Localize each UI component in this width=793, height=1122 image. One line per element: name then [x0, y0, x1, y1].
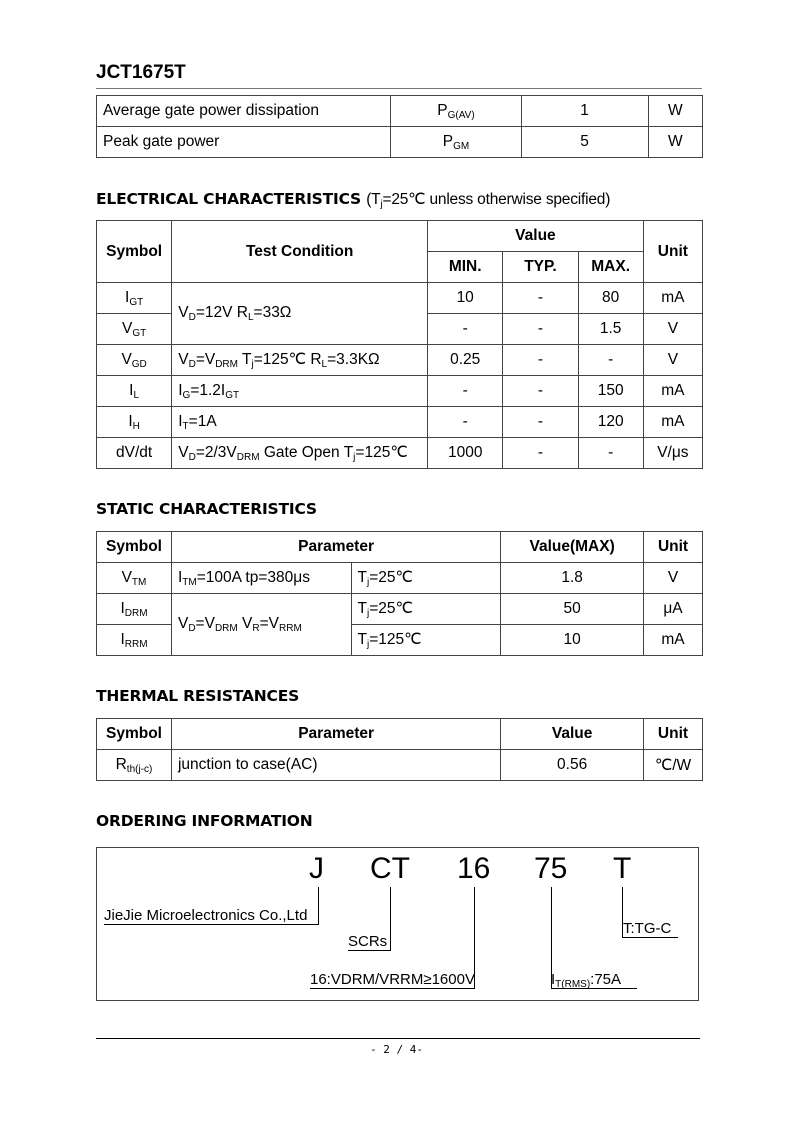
code-75: 75	[534, 852, 568, 885]
max-cell: 80	[578, 283, 643, 314]
electrical-table	[96, 220, 703, 469]
value-cell: 50	[501, 594, 644, 625]
unit-cell: W	[648, 96, 702, 127]
thermal-table	[96, 718, 703, 781]
header-typ: TYP.	[503, 252, 578, 283]
connector-line	[390, 887, 391, 951]
tj-cell: $T_j=25℃$	[351, 563, 501, 594]
header-test-condition: Test Condition	[172, 221, 428, 283]
condition-cell: $I_G=1.2I_{GT}$	[172, 376, 428, 407]
page-number: - 2 / 4-	[370, 1043, 423, 1056]
typ-cell: -	[503, 345, 578, 376]
header-symbol: Symbol	[97, 532, 172, 563]
symbol-cell: $I_H$	[97, 407, 172, 438]
condition-cell: $V_D=2/3V_{DRM}$ Gate Open $T_j=125℃$	[172, 438, 428, 469]
header-symbol: Symbol	[97, 221, 172, 283]
header-parameter: Parameter	[171, 532, 500, 563]
underline	[551, 988, 637, 989]
underline	[104, 924, 318, 925]
symbol-cell: $V_{GD}$	[97, 345, 172, 376]
symbol-cell: $R_{th(j-c)}$	[97, 750, 172, 781]
value-cell: 1	[521, 96, 648, 127]
underline	[310, 988, 474, 989]
symbol-cell: $I_L$	[97, 376, 172, 407]
label-package: T:TG-C	[623, 920, 672, 937]
max-cell: 150	[578, 376, 643, 407]
unit-cell: ℃/W	[644, 750, 703, 781]
header-max: MAX.	[578, 252, 643, 283]
header-value: Value	[501, 719, 644, 750]
symbol-cell: $I_{RRM}$	[97, 625, 172, 656]
min-cell: -	[428, 314, 503, 345]
value-cell: 5	[521, 127, 648, 158]
thermal-section-title: THERMAL RESISTANCES	[96, 687, 300, 705]
label-current: $I_{T(RMS)}:75A$	[551, 971, 622, 990]
header-unit: Unit	[644, 532, 703, 563]
typ-cell: -	[503, 314, 578, 345]
table-row	[97, 96, 703, 127]
tj-cell: $T_j=125℃$	[351, 625, 501, 656]
symbol-cell: $P_{GM}$	[391, 127, 521, 158]
unit-cell: mA	[643, 283, 702, 314]
symbol-cell: $P_{G(AV)}$	[391, 96, 521, 127]
electrical-section-title: ELECTRICAL CHARACTERISTICS ($T_j=25℃$ unless otherwise specified)	[96, 190, 611, 210]
header-parameter: Parameter	[171, 719, 500, 750]
parameter-cell: $V_D=V_{DRM}$ $V_R=V_{RRM}$	[171, 594, 351, 656]
gate-power-table	[96, 95, 703, 158]
unit-cell: V	[643, 345, 702, 376]
connector-line	[318, 887, 319, 925]
table-row	[97, 407, 703, 438]
table-row	[97, 438, 703, 469]
unit-cell: μA	[644, 594, 703, 625]
typ-cell: -	[503, 376, 578, 407]
tj-cell: $T_j=25℃$	[351, 594, 501, 625]
symbol-cell: $V_{GT}$	[97, 314, 172, 345]
symbol-cell: $I_{DRM}$	[97, 594, 172, 625]
table-row	[97, 376, 703, 407]
label-scrs: SCRs	[348, 933, 388, 950]
table-row	[97, 750, 703, 781]
unit-cell: V/μs	[643, 438, 702, 469]
min-cell: 0.25	[428, 345, 503, 376]
value-cell: 0.56	[501, 750, 644, 781]
header-divider	[96, 88, 702, 89]
typ-cell: -	[503, 438, 578, 469]
min-cell: 1000	[428, 438, 503, 469]
symbol-cell: dV/dt	[97, 438, 172, 469]
parameter-cell: $I_{TM}=100A$ tp=380μs	[171, 563, 351, 594]
underline	[622, 937, 678, 938]
param-cell: Average gate power dissipation	[97, 96, 391, 127]
header-unit: Unit	[643, 221, 702, 283]
symbol-cell: $V_{TM}$	[97, 563, 172, 594]
value-cell: 10	[501, 625, 644, 656]
static-section-title: STATIC CHARACTERISTICS	[96, 500, 317, 518]
table-row	[97, 563, 703, 594]
header-min: MIN.	[428, 252, 503, 283]
footer-divider	[96, 1038, 700, 1039]
typ-cell: -	[503, 407, 578, 438]
parameter-cell: junction to case(AC)	[171, 750, 500, 781]
table-row	[97, 127, 703, 158]
max-cell: -	[578, 438, 643, 469]
unit-cell: mA	[643, 407, 702, 438]
max-cell: 120	[578, 407, 643, 438]
symbol-cell: $I_{GT}$	[97, 283, 172, 314]
value-cell: 1.8	[501, 563, 644, 594]
typ-cell: -	[503, 283, 578, 314]
code-ct: CT	[370, 852, 410, 885]
condition-cell: $V_D=V_{DRM}$ $T_j=125℃$ $R_L=3.3K\Omega$	[172, 345, 428, 376]
table-row	[97, 283, 703, 314]
min-cell: -	[428, 376, 503, 407]
code-j: J	[309, 852, 324, 885]
document-title: JCT1675T	[96, 62, 186, 83]
header-value-max: Value(MAX)	[501, 532, 644, 563]
header-unit: Unit	[644, 719, 703, 750]
underline	[348, 950, 390, 951]
min-cell: 10	[428, 283, 503, 314]
table-row	[97, 345, 703, 376]
max-cell: 1.5	[578, 314, 643, 345]
code-t: T	[613, 852, 632, 885]
header-symbol: Symbol	[97, 719, 172, 750]
condition-cell: $V_D=12V$ $R_L=33\Omega$	[172, 283, 428, 345]
condition-cell: $I_T=1A$	[172, 407, 428, 438]
code-16: 16	[457, 852, 491, 885]
unit-cell: V	[644, 563, 703, 594]
ordering-section-title: ORDERING INFORMATION	[96, 812, 313, 830]
unit-cell: V	[643, 314, 702, 345]
label-voltage: 16:VDRM/VRRM≥1600V	[310, 971, 475, 988]
min-cell: -	[428, 407, 503, 438]
unit-cell: W	[648, 127, 702, 158]
header-value: Value	[428, 221, 644, 252]
unit-cell: mA	[644, 625, 703, 656]
unit-cell: mA	[643, 376, 702, 407]
static-table	[96, 531, 703, 656]
label-company: JieJie Microelectronics Co.,Ltd	[104, 907, 308, 924]
param-cell: Peak gate power	[97, 127, 391, 158]
max-cell: -	[578, 345, 643, 376]
table-row	[97, 594, 703, 625]
